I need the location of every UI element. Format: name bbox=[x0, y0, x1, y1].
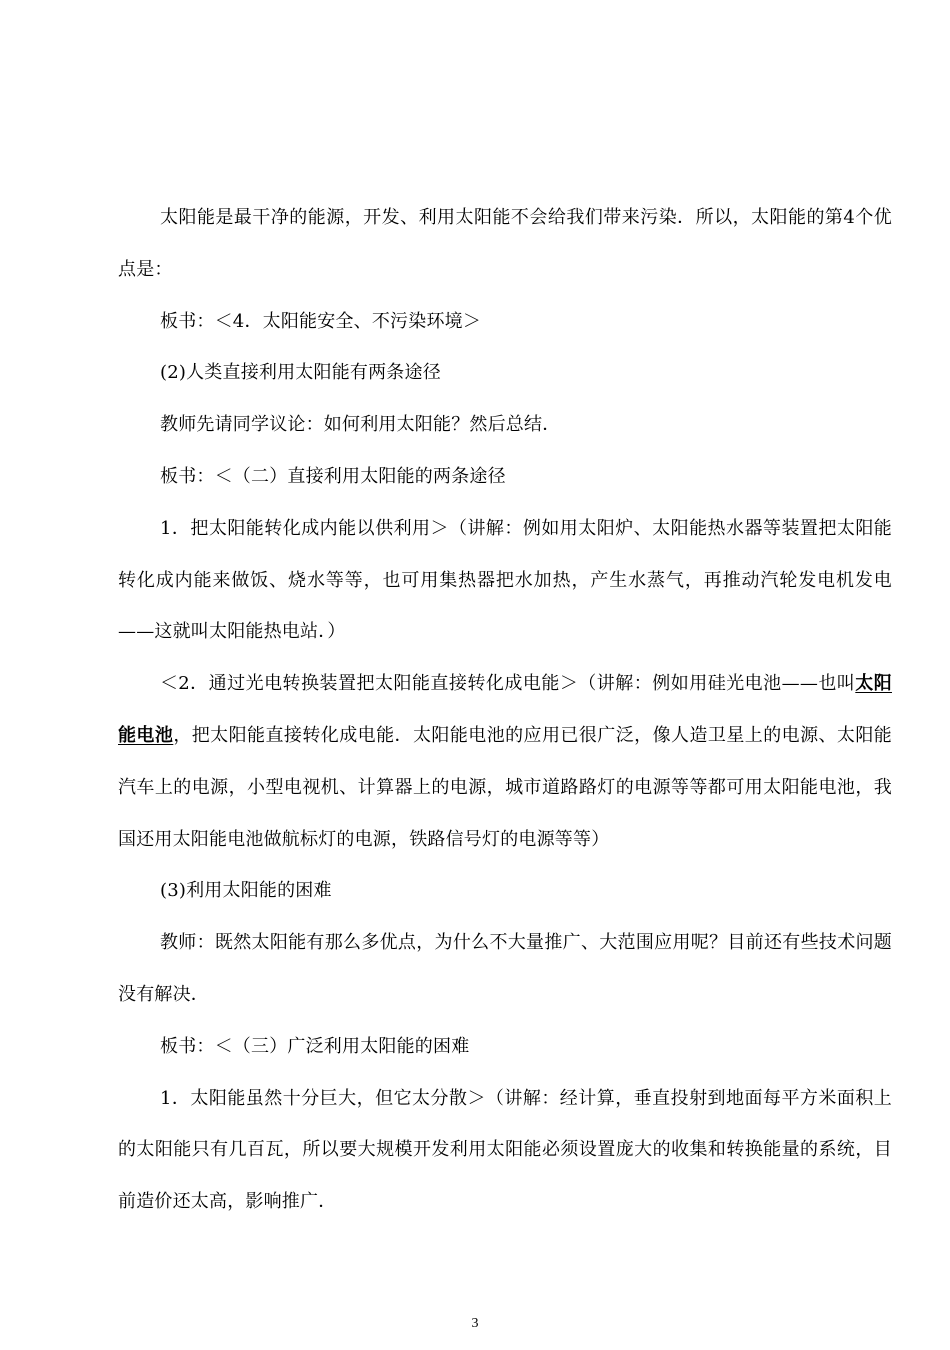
paragraph-1: 太阳能是最干净的能源，开发、利用太阳能不会给我们带来污染．所以，太阳能的第4个优点是： bbox=[118, 207, 892, 280]
paragraph-10: 板书：＜（三）广泛利用太阳能的困难 bbox=[160, 1035, 470, 1057]
paragraph-4: 教师先请同学议论：如何利用太阳能？然后总结． bbox=[160, 414, 561, 436]
paragraph-3: (2)人类直接利用太阳能有两条途径 bbox=[160, 362, 441, 384]
paragraph-7-lead: ＜2．通过光电转换装置把太阳能直接转化成电能＞（讲解：例如用硅光电池——也叫 bbox=[160, 673, 856, 695]
paragraph-2: 板书：＜4．太阳能安全、不污染环境＞ bbox=[160, 310, 482, 332]
paragraph-6: 1．把太阳能转化成内能以供利用＞（讲解：例如用太阳炉、太阳能热水器等装置把太阳能转化成内能来做饭、烧水等等，也可用集热器把水加热，产生水蒸气，再推动汽轮发电机发电——这就叫太阳能热电站．） bbox=[118, 517, 892, 643]
underlined-term: 太阳能电池 bbox=[118, 673, 892, 746]
paragraph-5: 板书：＜（二）直接利用太阳能的两条途径 bbox=[160, 465, 506, 487]
paragraph-7 bbox=[118, 658, 892, 865]
paragraph-8: (3)利用太阳能的困难 bbox=[160, 880, 332, 902]
paragraph-7-rest: ，把太阳能直接转化成电能．太阳能电池的应用已很广泛，像人造卫星上的电源、太阳能汽车上的电源，小型电视机、计算器上的电源，城市道路路灯的电源等等都可用太阳能电池，我国还用太阳能电池做航标灯的电源，铁路信号灯的电源等等） bbox=[118, 724, 892, 850]
document-body bbox=[118, 192, 892, 1228]
paragraph-11: 1．太阳能虽然十分巨大，但它太分散＞（讲解：经计算，垂直投射到地面每平方米面积上的太阳能只有几百瓦，所以要大规模开发利用太阳能必须设置庞大的收集和转换能量的系统，目前造价还太高，影响推广． bbox=[118, 1087, 892, 1213]
page-number: 3 bbox=[471, 1316, 479, 1331]
paragraph-9: 教师：既然太阳能有那么多优点，为什么不大量推广、大范围应用呢？目前还有些技术问题没有解决． bbox=[118, 932, 892, 1005]
